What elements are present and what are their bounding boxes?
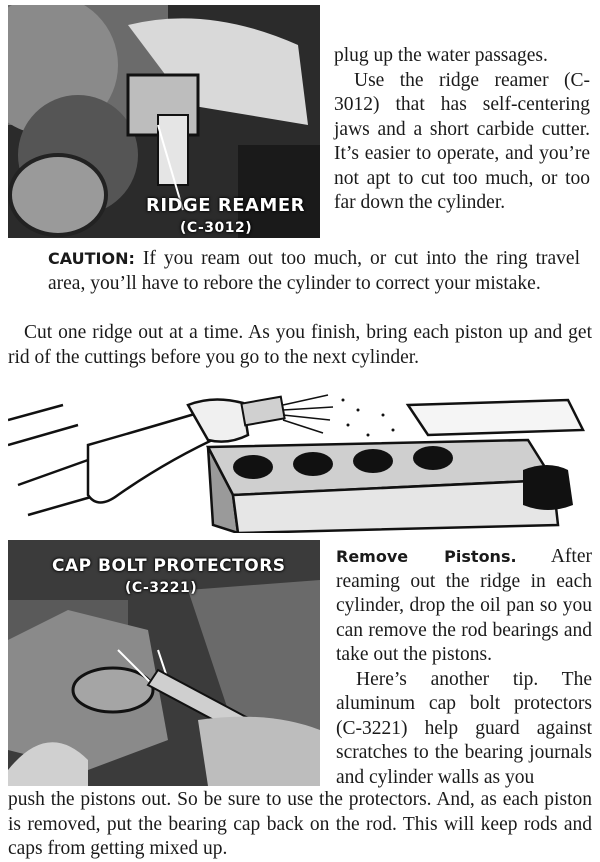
cap-bolt-protectors-label: CAP BOLT PROTECTORS [52,556,286,576]
protectors-tip-text: Here’s another tip. The aluminum cap bolt protectors (C-3221) help guard against scratches to the bearing journals and cylinder walls as you [336,668,592,788]
ridge-reamer-part-number: (C-3012) [180,220,253,236]
cap-bolt-protectors-part-number: (C-3221) [125,580,198,596]
cap-bolt-protectors-illustration [8,540,320,786]
caution-text: If you ream out too much, or cut into the ring travel area, you’ll have to rebore the cylinder to correct your mistake. [48,248,580,294]
caution-label: CAUTION: [48,249,135,268]
ridge-reamer-label: RIDGE REAMER [146,195,305,216]
closing-text: push the pistons out. So be sure to use the protectors. And, as each piston is removed, put the bearing cap back on the rod. This will keep rods and caps from getting mixed up. [8,789,592,859]
intro-text-block [334,44,590,216]
ridge-reamer-photo [8,5,320,238]
closing-paragraph [8,788,592,862]
ridge-paragraph [8,321,592,370]
remove-pistons-paragraph [336,545,592,668]
remove-pistons-text: After reaming out the ridge in each cylinder, drop the oil pan so you can remove the rod bearings and take out the pistons. [336,546,592,665]
engine-brush-illustration [8,385,592,533]
cap-bolt-protectors-photo [8,540,320,786]
remove-pistons-heading: Remove Pistons. [336,547,517,566]
water-passages-text: plug up the water passages. [334,45,548,66]
ridge-paragraph-text: Cut one ridge out at a time. As you finish, bring each piston up and get rid of the cuttings before you go to the next cylinder. [8,322,592,368]
engine-brush-drawing [8,385,592,533]
ridge-reamer-description: Use the ridge reamer (C-3012) that has self-centering jaws and a short carbide cutter. It’s easier to operate, and you’re not apt to cut too much, or too far down the cylinder. [334,69,590,213]
caution-paragraph [48,247,580,296]
remove-pistons-block [336,545,592,790]
